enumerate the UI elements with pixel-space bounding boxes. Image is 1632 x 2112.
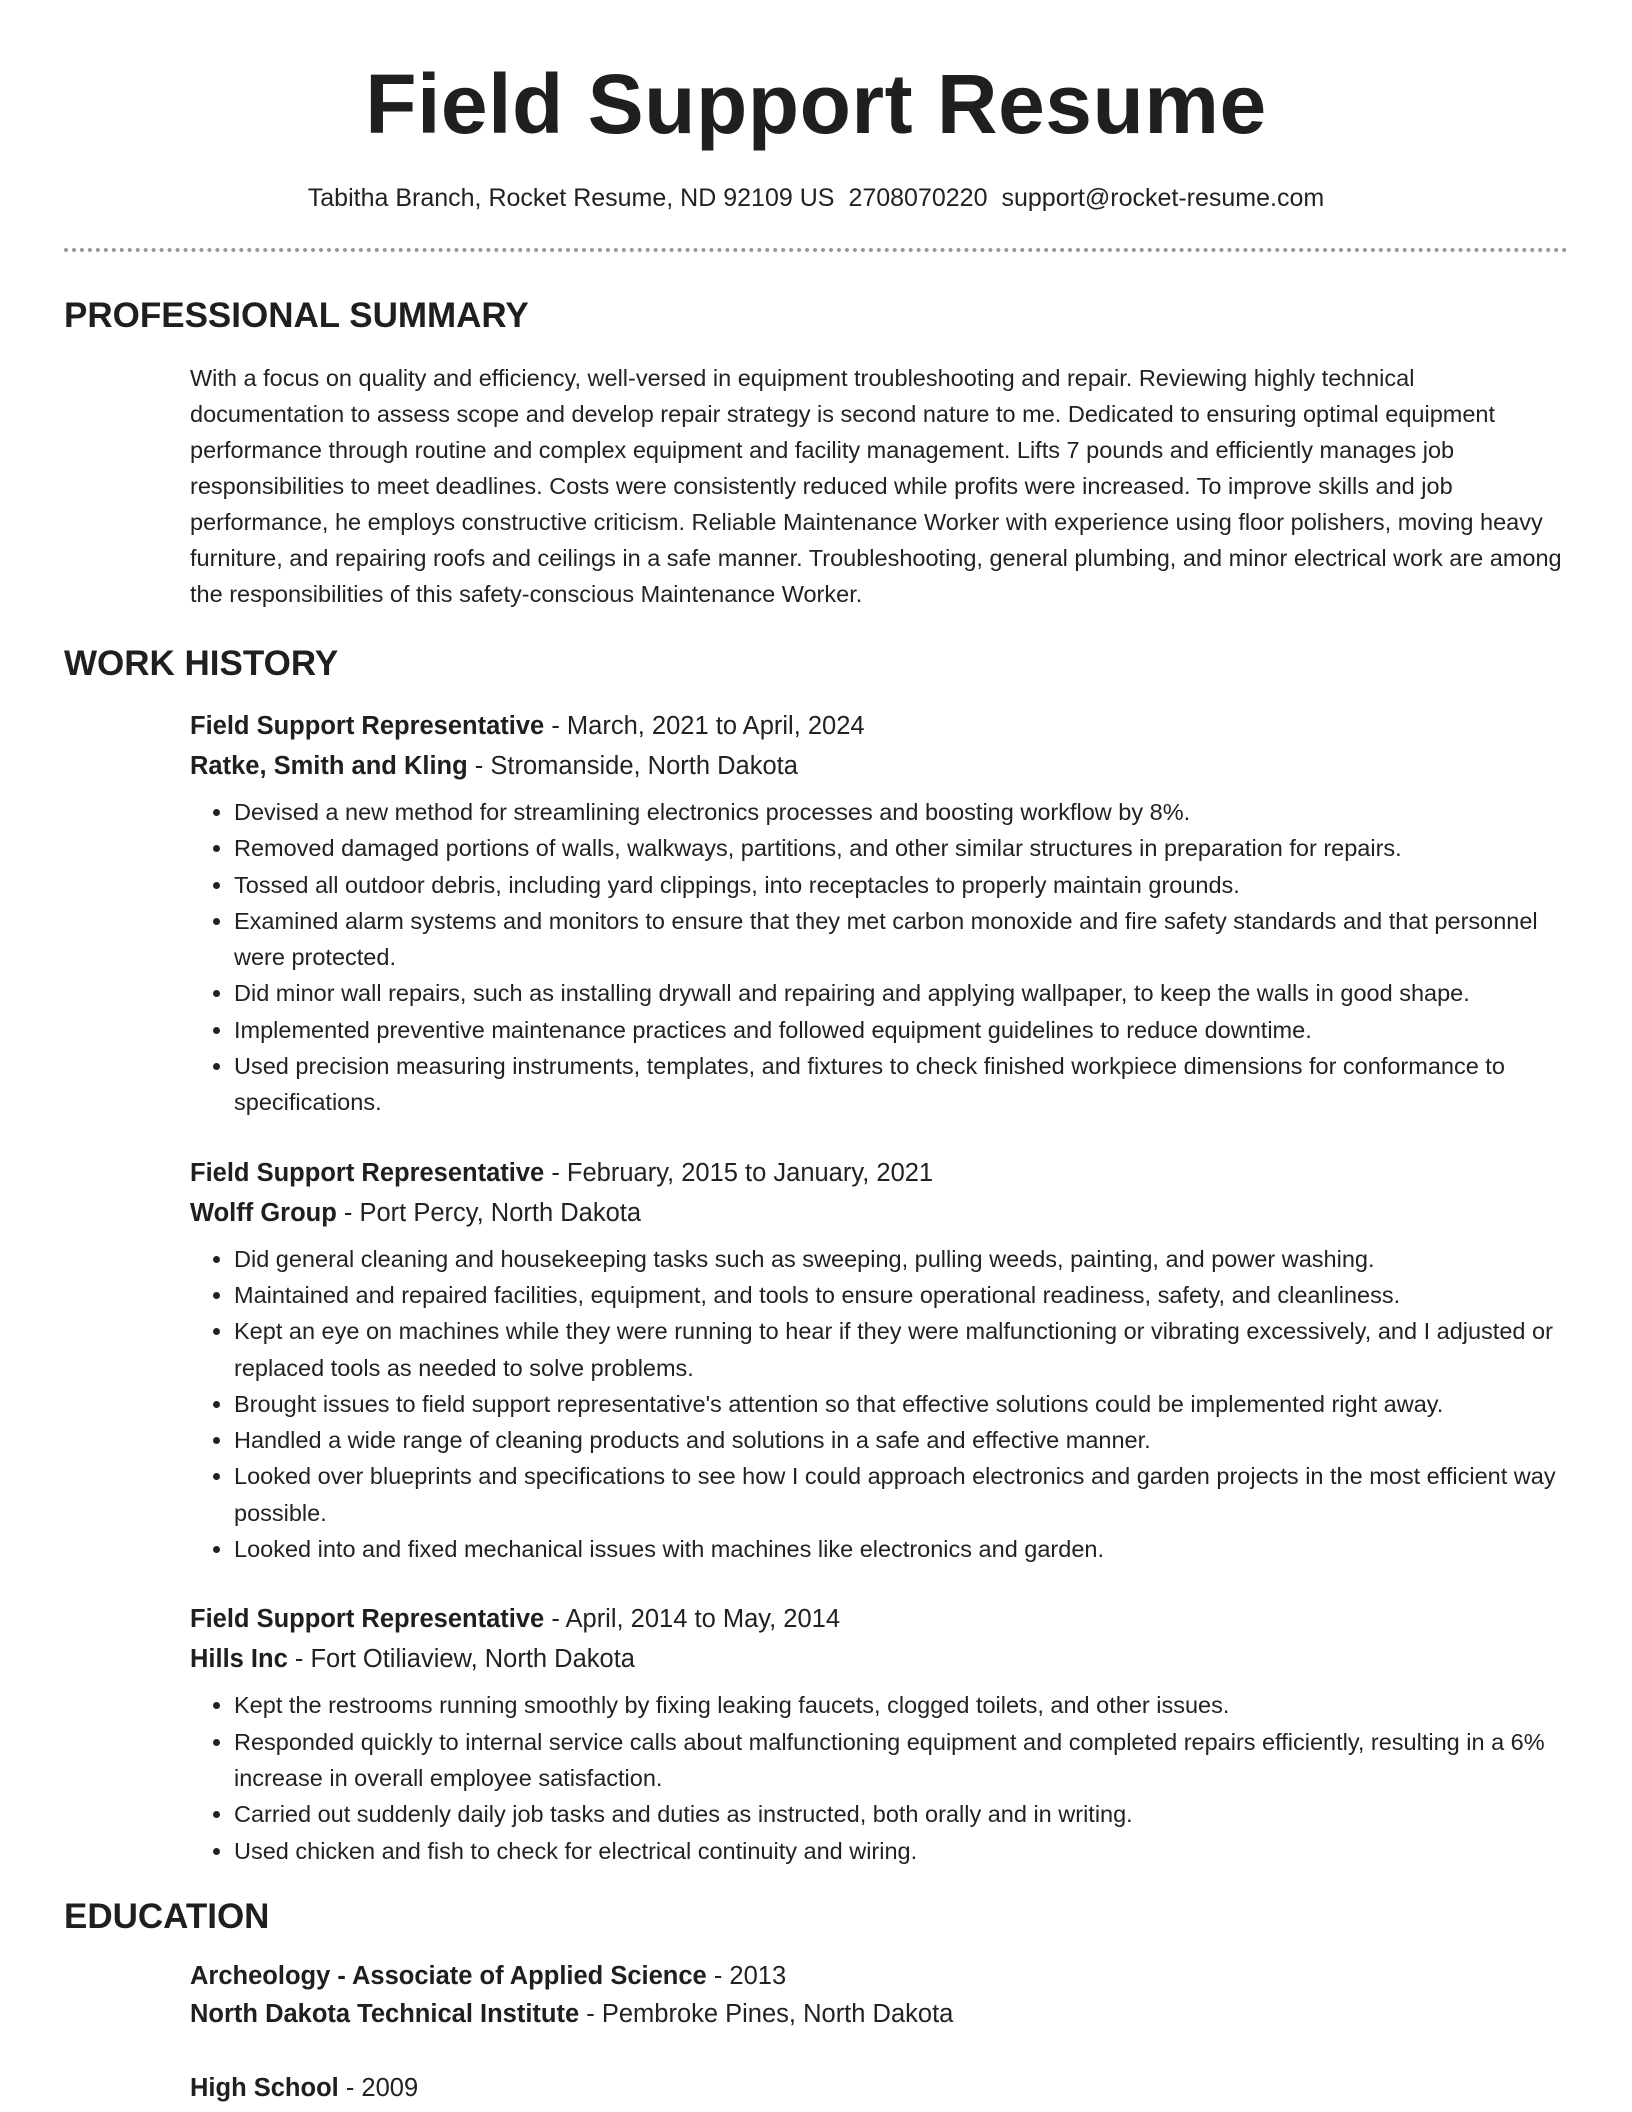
job-bullets xyxy=(190,794,1568,1121)
job-bullet: • Tossed all outdoor debris, including yard clippings, into receptacles to properly maintain grounds. xyxy=(234,867,1568,903)
job-title-line xyxy=(190,1153,1568,1193)
job-entry xyxy=(190,706,1568,1121)
job-bullet: • Kept an eye on machines while they were running to hear if they were malfunctioning or vibrating excessively, and I adjusted or replaced tools as needed to solve problems. xyxy=(234,1313,1568,1386)
page-title: Field Support Resume xyxy=(365,57,1267,151)
job-bullet: • Looked into and fixed mechanical issues with machines like electronics and garden. xyxy=(234,1531,1568,1567)
education-school: North Dakota Technical Institute xyxy=(190,1999,580,2028)
job-entry xyxy=(190,1599,1568,1868)
education-location: - Pembroke Pines, North Dakota xyxy=(579,1999,954,2028)
job-bullet: • Used precision measuring instruments, templates, and fixtures to check finished workpiece dimensions for conformance to specifications. xyxy=(234,1048,1568,1121)
job-location: - Stromanside, North Dakota xyxy=(467,752,798,780)
job-bullet: • Implemented preventive maintenance practices and followed equipment guidelines to reduce downtime. xyxy=(234,1012,1568,1048)
job-entry xyxy=(190,1153,1568,1568)
job-bullet: • Handled a wide range of cleaning products and solutions in a safe and effective manner. xyxy=(234,1422,1568,1458)
job-company: Ratke, Smith and Kling xyxy=(190,752,468,780)
contact-email: support@rocket-resume.com xyxy=(1001,184,1325,212)
job-location: - Port Percy, North Dakota xyxy=(336,1198,642,1227)
job-dates: - February, 2015 to January, 2021 xyxy=(544,1158,934,1187)
job-bullet: • Brought issues to field support representative's attention so that effective solutions could be implemented right away. xyxy=(234,1386,1568,1422)
job-bullet: • Removed damaged portions of walls, walkways, partitions, and other similar structures in preparation for repairs. xyxy=(234,830,1568,866)
job-bullet: • Carried out suddenly daily job tasks and duties as instructed, both orally and in writing. xyxy=(234,1796,1568,1832)
job-bullet: • Maintained and repaired facilities, equipment, and tools to ensure operational readiness, safety, and cleanliness. xyxy=(234,1277,1568,1313)
job-company: Hills Inc xyxy=(190,1645,288,1674)
summary-heading: PROFESSIONAL SUMMARY xyxy=(64,296,529,335)
job-bullet: • Did minor wall repairs, such as installing drywall and repairing and applying wallpaper, to keep the walls in good shape. xyxy=(234,975,1568,1011)
job-title: Field Support Representative xyxy=(190,1605,545,1634)
education-year: - 2009 xyxy=(338,2073,419,2102)
job-bullets xyxy=(190,1241,1568,1568)
job-bullet: • Looked over blueprints and specifications to see how I could approach electronics and garden projects in the most efficient way possible. xyxy=(234,1458,1568,1531)
contact-address: Tabitha Branch, Rocket Resume, ND 92109 US xyxy=(307,184,835,212)
job-bullet: • Did general cleaning and housekeeping tasks such as sweeping, pulling weeds, painting, and power washing. xyxy=(234,1241,1568,1277)
job-title-line xyxy=(190,1599,1568,1639)
education-entry xyxy=(190,2069,1568,2107)
job-company-line xyxy=(190,746,1568,786)
job-bullet: • Used chicken and fish to check for electrical continuity and wiring. xyxy=(234,1833,1568,1869)
education-degree: High School xyxy=(190,2073,339,2102)
job-company: Wolff Group xyxy=(190,1198,337,1227)
education-entry xyxy=(190,1957,1568,2033)
summary-text: With a focus on quality and efficiency, well-versed in equipment troubleshooting and repair. Reviewing highly technical documentation to assess scope and develop repair strategy is second nature to me. Dedicated to ensuring optimal equipment performance through routine and complex equipment and facility management. Lifts 7 pounds and efficiently manages job responsibilities to meet deadlines. Costs were consistently reduced while profits were increased. To improve skills and job performance, he employs constructive criticism. Reliable Maintenance Worker with experience using floor polishers, moving heavy furniture, and repairing roofs and ceilings in a safe manner. Troubleshooting, general plumbing, and minor electrical work are among the responsibilities of this safety-conscious Maintenance Worker. xyxy=(190,365,1562,607)
job-title: Field Support Representative xyxy=(190,1158,545,1187)
job-bullet: • Devised a new method for streamlining electronics processes and boosting workflow by 8%. xyxy=(234,794,1568,830)
job-title: Field Support Representative xyxy=(190,712,545,740)
job-title-line xyxy=(190,706,1568,746)
job-company-line xyxy=(190,1639,1568,1679)
education-degree-line xyxy=(190,2069,1568,2107)
header-divider xyxy=(64,248,1568,252)
contact-phone: 2708070220 xyxy=(848,184,988,212)
education-year: - 2013 xyxy=(706,1961,787,1990)
work-history-heading: WORK HISTORY xyxy=(64,644,339,683)
education-degree: Archeology - Associate of Applied Science xyxy=(190,1961,707,1990)
job-location: - Fort Otiliaview, North Dakota xyxy=(287,1645,635,1674)
education-heading: EDUCATION xyxy=(64,1896,270,1936)
job-bullets xyxy=(190,1687,1568,1868)
job-bullet: • Examined alarm systems and monitors to ensure that they met carbon monoxide and fire safety standards and that personnel were protected. xyxy=(234,903,1568,976)
education-degree-line xyxy=(190,1957,1568,1995)
job-dates: - April, 2014 to May, 2014 xyxy=(544,1605,841,1634)
job-company-line xyxy=(190,1193,1568,1233)
education-school-line xyxy=(190,1995,1568,2033)
job-bullet: • Responded quickly to internal service calls about malfunctioning equipment and completed repairs efficiently, resulting in a 6% increase in overall employee satisfaction. xyxy=(234,1724,1568,1797)
job-dates: - March, 2021 to April, 2024 xyxy=(544,712,865,740)
contact-line xyxy=(64,182,1568,214)
job-bullet: • Kept the restrooms running smoothly by fixing leaking faucets, clogged toilets, and other issues. xyxy=(234,1687,1568,1723)
